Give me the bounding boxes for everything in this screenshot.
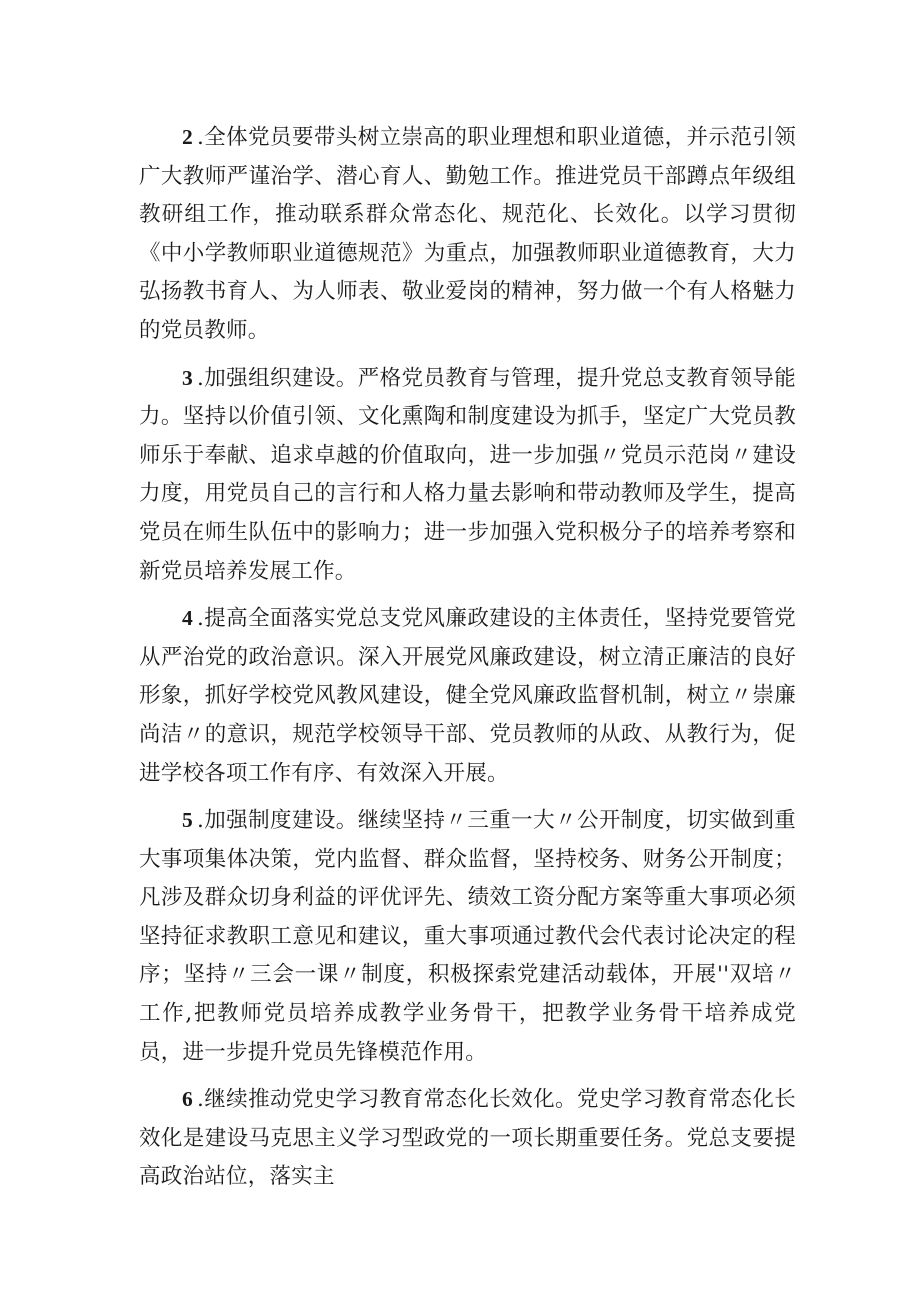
paragraph-text: .全体党员要带头树立崇高的职业理想和职业道德，并示范引领广大教师严谨治学、潜心育人、勤勉工作。推进党员干部蹲点年级组教研组工作，推动联系群众常态化、规范化、长效化。以学习贯彻《中小学教师职业道德规范》为重点，加强教师职业道德教育，大力弘扬教书育人、为人师表、敬业爱岗的精神，努力做一个有人格魅力的党员教师。	[139, 125, 796, 343]
paragraph-number: 5	[182, 808, 193, 833]
paragraph-text: .加强制度建设。继续坚持〃三重一大〃公开制度，切实做到重大事项集体决策，党内监督、群众监督，坚持校务、财务公开制度；凡涉及群众切身利益的评优评先、绩效工资分配方案等重大事项必须坚持征求教职工意见和建议，重大事项通过教代会代表讨论决定的程序；坚持〃三会一课〃制度，积极探索党建活动载体，开展''双培〃工作,把教师党员培养成教学业务骨干，把教学业务骨干培养成党员，进一步提升党员先锋模范作用。	[139, 808, 796, 1065]
paragraph-number: 2	[182, 125, 193, 149]
paragraph-number: 4	[182, 606, 193, 631]
paragraph-6	[139, 1080, 796, 1197]
paragraph-text: .提高全面落实党总支党风廉政建设的主体责任，坚持党要管党从严治党的政治意识。深入开展党风廉政建设，树立清正廉洁的良好形象，抓好学校党风教风建设，健全党风廉政监督机制，树立〃崇廉尚洁〃的意识，规范学校领导干部、党员教师的从政、从教行为，促进学校各项工作有序、有效深入开展。	[139, 606, 796, 786]
paragraph-2	[139, 118, 796, 351]
paragraph-number: 6	[182, 1087, 193, 1112]
paragraph-5	[139, 801, 796, 1072]
paragraph-text: .加强组织建设。严格党员教育与管理，提升党总支教育领导能力。坚持以价值引领、文化熏陶和制度建设为抓手，坚定广大党员教师乐于奉献、追求卓越的价值取向，进一步加强〃党员示范岗〃建设力度，用党员自己的言行和人格力量去影响和带动教师及学生，提高党员在师生队伍中的影响力；进一步加强入党积极分子的培养考察和新党员培养发展工作。	[139, 365, 796, 584]
paragraph-4	[139, 599, 796, 793]
paragraph-3	[139, 359, 796, 592]
paragraph-text: .继续推动党史学习教育常态化长效化。党史学习教育常态化长效化是建设马克思主义学习型政党的一项长期重要任务。党总支要提高政治站位，落实主	[139, 1087, 796, 1190]
paragraph-number: 3	[182, 365, 193, 390]
document-body	[139, 118, 796, 1205]
